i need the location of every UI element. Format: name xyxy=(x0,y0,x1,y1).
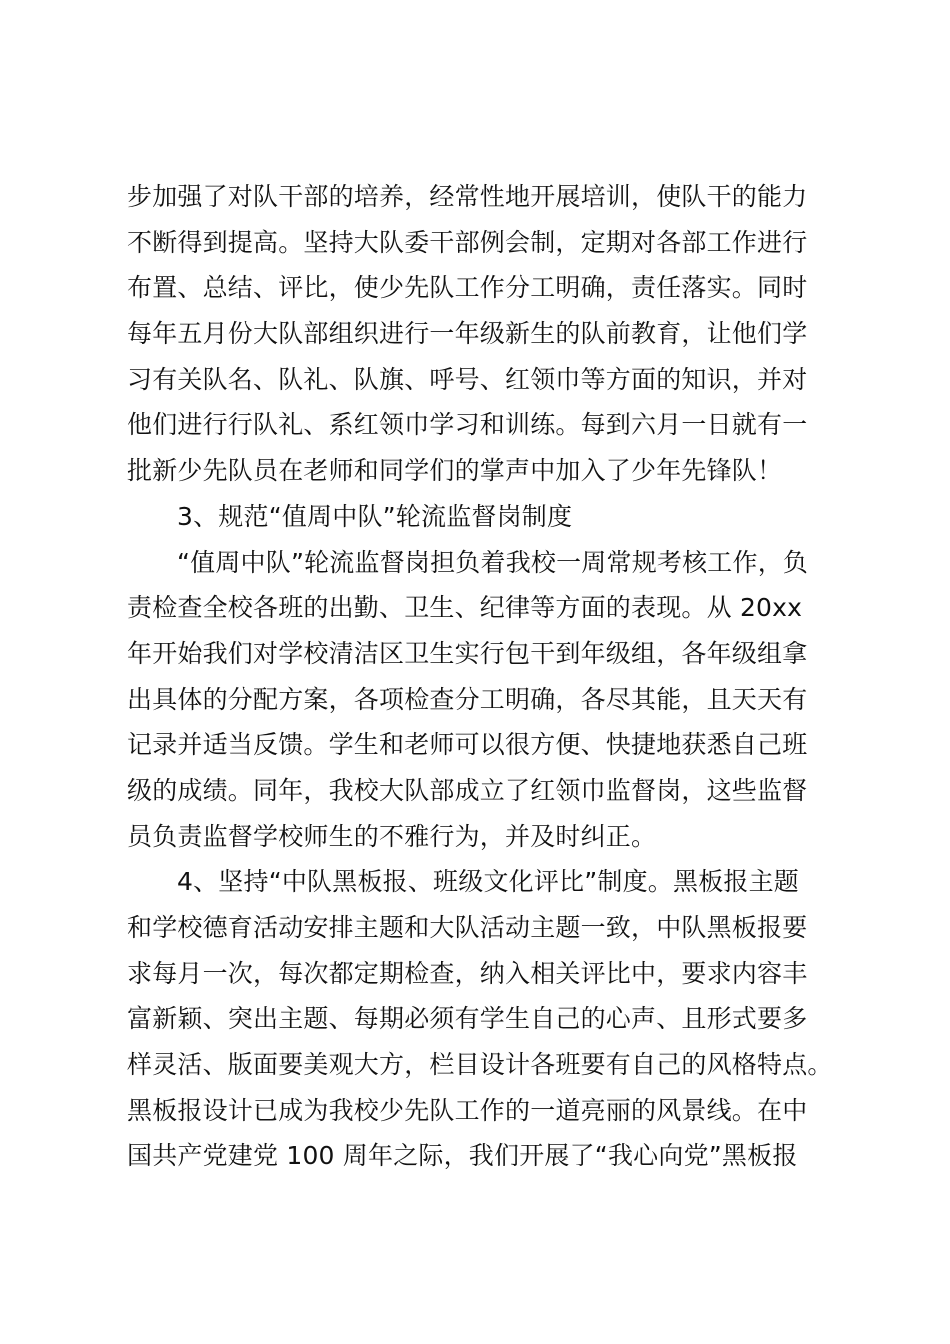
text-line: 富新颖、突出主题、每期必须有学生自己的心声、且形式要多 xyxy=(127,1004,808,1034)
text-line: 习有关队名、队礼、队旗、呼号、红领巾等方面的知识，并对 xyxy=(127,364,808,394)
text-line: 记录并适当反馈。学生和老师可以很方便、快捷地获悉自己班 xyxy=(127,730,808,760)
text-line: 和学校德育活动安排主题和大队活动主题一致，中队黑板报要 xyxy=(127,913,808,942)
text-line: 黑板报设计已成为我校少先队工作的一道亮丽的风景线。在中 xyxy=(127,1095,808,1125)
text-line: 批新少先队员在老师和同学们的掌声中加入了少年先锋队！ xyxy=(127,456,783,486)
text-line: 责检查全校各班的出勤、卫生、纪律等方面的表现。从 20xx xyxy=(127,593,803,623)
text-line: 步加强了对队干部的培养，经常性地开展培训，使队干的能力 xyxy=(127,182,808,211)
body-text xyxy=(127,174,847,1179)
text-line: 他们进行行队礼、系红领巾学习和训练。每到六月一日就有一 xyxy=(127,410,808,440)
text-line: 布置、总结、评比，使少先队工作分工明确，责任落实。同时 xyxy=(127,273,808,303)
text-line: 年开始我们对学校清洁区卫生实行包干到年级组，各年级组拿 xyxy=(127,638,808,668)
text-line: 不断得到提高。坚持大队委干部例会制，定期对各部工作进行 xyxy=(127,227,808,257)
text-line: 出具体的分配方案，各项检查分工明确，各尽其能，且天天有 xyxy=(127,684,808,714)
text-line: 样灵活、版面要美观大方，栏目设计各班要有自己的风格特点。 xyxy=(127,1050,833,1080)
text-line: 每年五月份大队部组织进行一年级新生的队前教育，让他们学 xyxy=(127,319,808,349)
text-line: 级的成绩。同年，我校大队部成立了红领巾监督岗，这些监督 xyxy=(127,775,808,805)
text-line: 求每月一次，每次都定期检查，纳入相关评比中，要求内容丰 xyxy=(127,958,808,988)
text-line: “值周中队”轮流监督岗担负着我校一周常规考核工作，负 xyxy=(177,547,809,577)
text-line: 国共产党建党 100 周年之际，我们开展了“我心向党”黑板报 xyxy=(127,1141,798,1171)
section-heading: 4、坚持“中队黑板报、班级文化评比”制度。黑板报主题 xyxy=(177,867,800,897)
text-line: 员负责监督学校师生的不雅行为，并及时纠正。 xyxy=(127,821,657,851)
section-heading: 3、规范“值周中队”轮流监督岗制度 xyxy=(177,501,573,531)
